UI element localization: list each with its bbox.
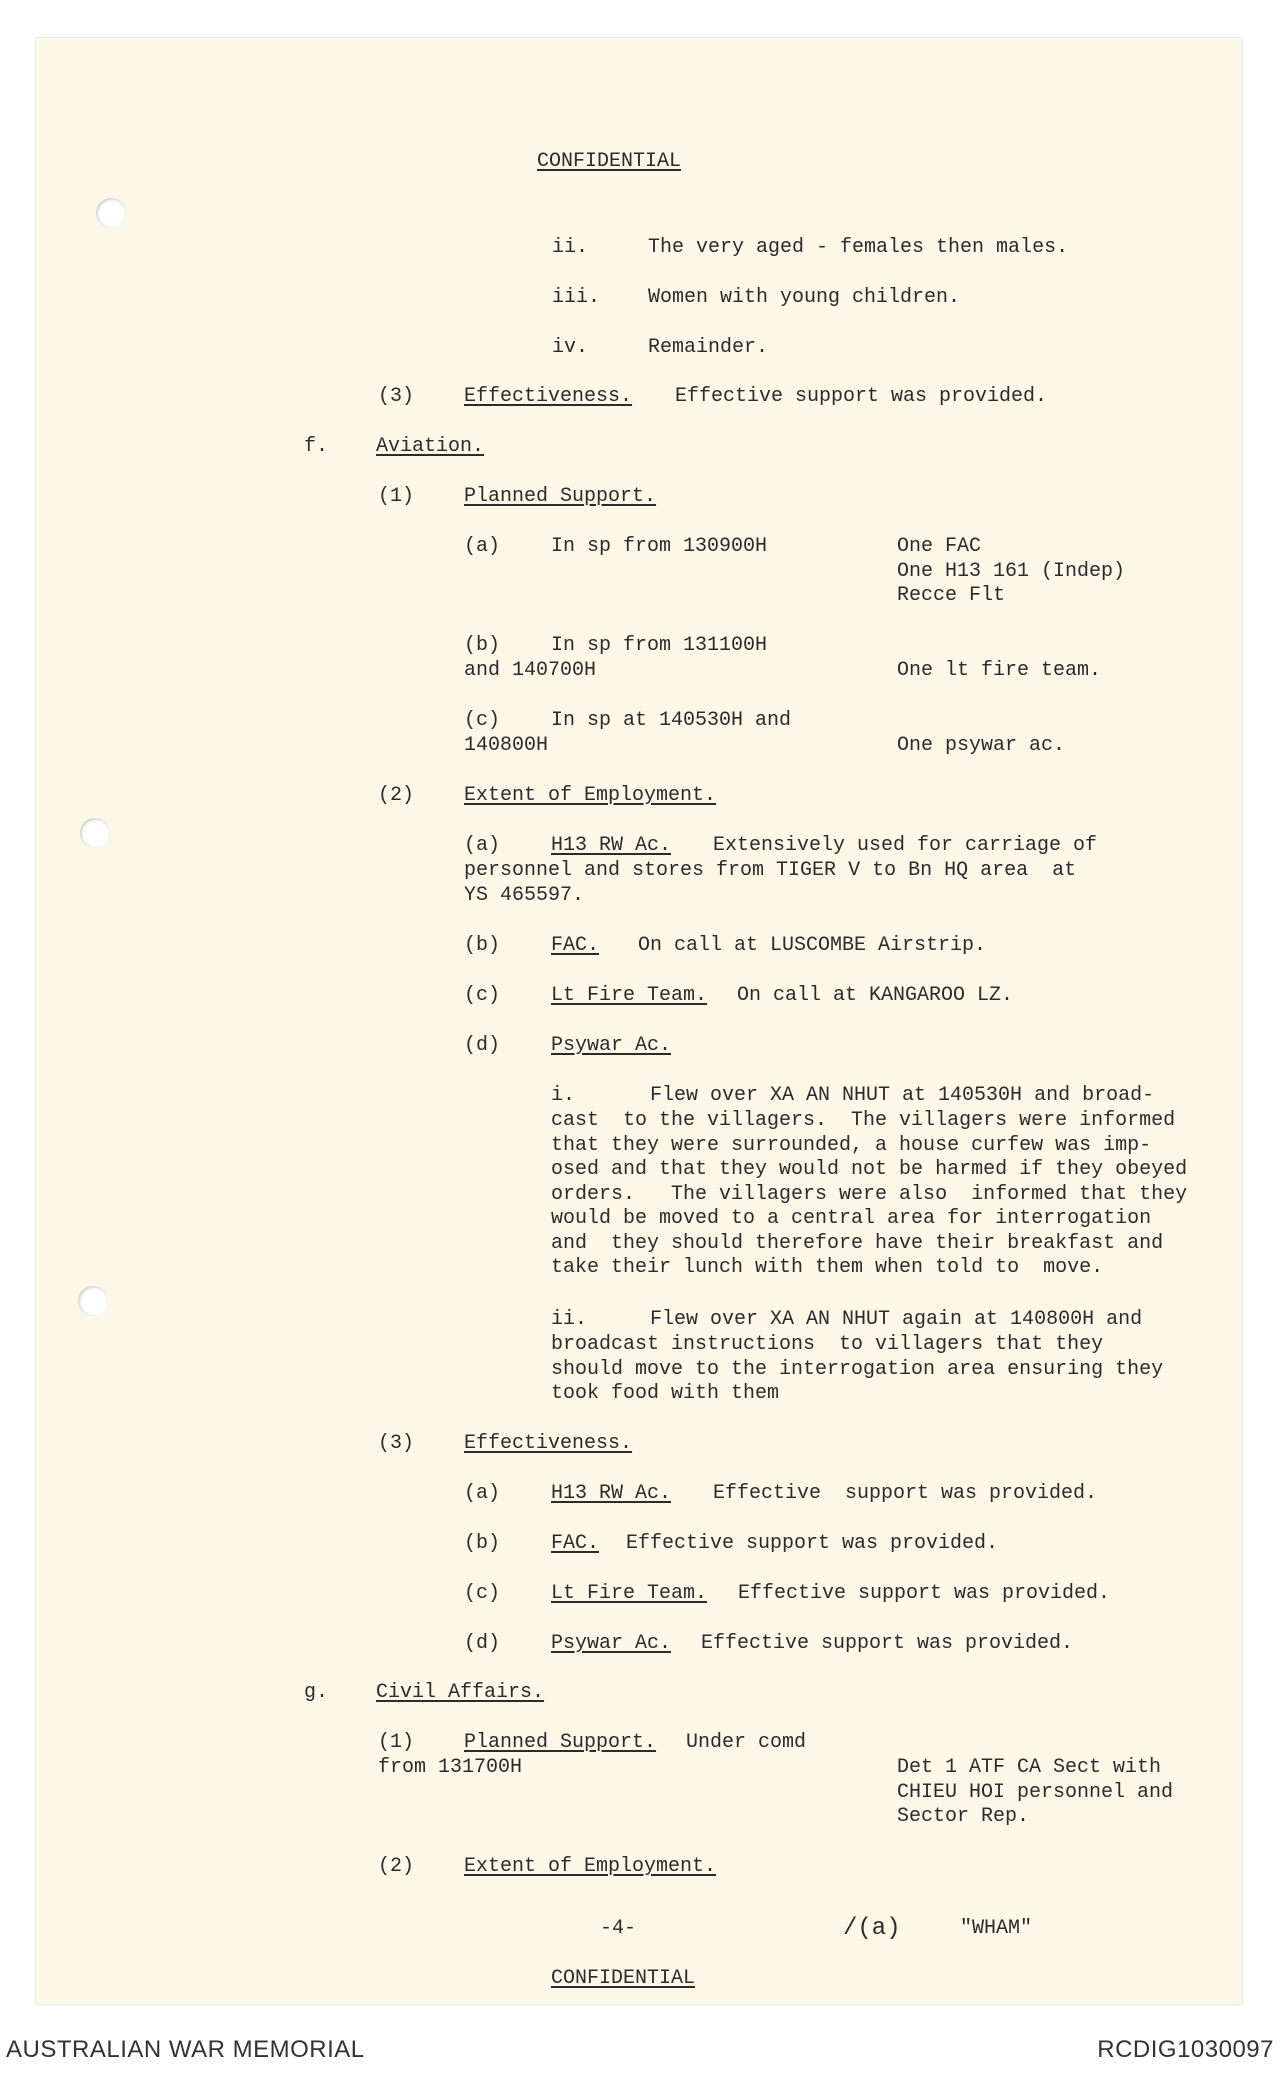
classification-header: CONFIDENTIAL (537, 150, 682, 173)
item-text: Extensively used for carriage of (713, 834, 1098, 857)
item-text-continued: personnel and stores from TIGER V to Bn HQ area at YS 465597. (464, 859, 1077, 907)
support-allocation: Det 1 ATF CA Sect with CHIEU HOI personnel and Sector Rep. (897, 1756, 1174, 1828)
item-text: In sp from 130900H (551, 535, 768, 558)
item-heading: Psywar Ac. (551, 1034, 672, 1057)
paragraph-heading: Extent of Employment. (464, 784, 717, 807)
sub-item-number: i. (551, 1084, 576, 1107)
item-text: Effective support was provided. (713, 1482, 1098, 1505)
punch-hole (96, 198, 126, 228)
list-item-text: The very aged - females then males. (648, 236, 1069, 259)
item-letter: (b) (464, 934, 501, 957)
paragraph-heading: Planned Support. (464, 485, 657, 508)
item-letter: (b) (464, 1532, 501, 1555)
list-number: ii. (552, 236, 589, 259)
item-heading: H13 RW Ac. (551, 834, 672, 857)
document-page (36, 38, 1242, 2004)
support-allocation: One FAC One H13 161 (Indep) Recce Flt (897, 535, 1126, 607)
item-text: Effective support was provided. (701, 1632, 1074, 1655)
paragraph-number: (2) (378, 784, 415, 807)
support-allocation: One lt fire team. (897, 659, 1102, 682)
sub-item-text-continued: broadcast instructions to villagers that they should move to the interrogation area ensuring they took food with them (551, 1333, 1164, 1405)
page-number: -4- (600, 1917, 637, 1940)
item-text: In sp at 140530H and 140800H (464, 709, 792, 757)
sub-item-text-continued: cast to the villagers. The villagers were informed that they were surrounded, a house curfew was imp- osed and that they would not be harmed if they obeyed orders. The villagers were also informed that they would be moved to a central area for interrogation and they should therefore have their breakfast and take their lunch with them when told to move. (551, 1109, 1188, 1279)
continuation-ref: /(a) (843, 1915, 901, 1942)
support-allocation: One psywar ac. (897, 734, 1066, 757)
archive-reference: RCDIG1030097 (1097, 2036, 1274, 2063)
sub-item-text: Flew over XA AN NHUT at 140530H and broad- (650, 1084, 1155, 1107)
paragraph-number: (1) (378, 1731, 415, 1754)
item-text: Effective support was provided. (626, 1532, 999, 1555)
list-number: iii. (552, 286, 601, 309)
paragraph-number: (2) (378, 1855, 415, 1878)
paragraph-text: Under comd (686, 1731, 807, 1754)
section-heading: Civil Affairs. (376, 1681, 545, 1704)
punch-hole (78, 1286, 108, 1316)
punch-hole (80, 818, 110, 848)
paragraph-heading: Extent of Employment. (464, 1855, 717, 1878)
item-text: Effective support was provided. (738, 1582, 1111, 1605)
sub-item-number: ii. (551, 1308, 588, 1331)
item-heading: Lt Fire Team. (551, 984, 708, 1007)
item-letter: (c) (464, 984, 501, 1007)
classification-footer: CONFIDENTIAL (551, 1967, 696, 1990)
list-item-text: Women with young children. (648, 286, 961, 309)
catchword: "WHAM" (960, 1917, 1033, 1940)
item-heading: Lt Fire Team. (551, 1582, 708, 1605)
item-heading: FAC. (551, 1532, 600, 1555)
item-letter: (d) (464, 1034, 501, 1057)
paragraph-text: Effective support was provided. (675, 385, 1048, 408)
item-heading: Psywar Ac. (551, 1632, 672, 1655)
paragraph-number: (3) (378, 385, 415, 408)
section-letter: g. (304, 1681, 329, 1704)
item-letter: (b) (464, 634, 501, 657)
paragraph-number: (1) (378, 485, 415, 508)
section-letter: f. (304, 435, 329, 458)
list-item-text: Remainder. (648, 336, 769, 359)
item-letter: (a) (464, 1482, 501, 1505)
archive-institution: AUSTRALIAN WAR MEMORIAL (6, 2036, 365, 2063)
item-letter: (d) (464, 1632, 501, 1655)
item-text: In sp from 131100H and 140700H (464, 634, 768, 682)
item-heading: H13 RW Ac. (551, 1482, 672, 1505)
item-text: On call at LUSCOMBE Airstrip. (638, 934, 987, 957)
paragraph-heading: Effectiveness. (464, 385, 633, 408)
item-text: On call at KANGAROO LZ. (737, 984, 1014, 1007)
paragraph-heading: Effectiveness. (464, 1432, 633, 1455)
list-number: iv. (552, 336, 589, 359)
item-letter: (a) (464, 535, 501, 558)
paragraph-heading: Planned Support. (464, 1731, 657, 1754)
paragraph-number: (3) (378, 1432, 415, 1455)
item-letter: (c) (464, 1582, 501, 1605)
paragraph-text-continued: from 131700H (378, 1756, 523, 1779)
section-heading: Aviation. (376, 435, 485, 458)
item-letter: (c) (464, 709, 501, 732)
item-heading: FAC. (551, 934, 600, 957)
item-letter: (a) (464, 834, 501, 857)
sub-item-text: Flew over XA AN NHUT again at 140800H and (650, 1308, 1143, 1331)
